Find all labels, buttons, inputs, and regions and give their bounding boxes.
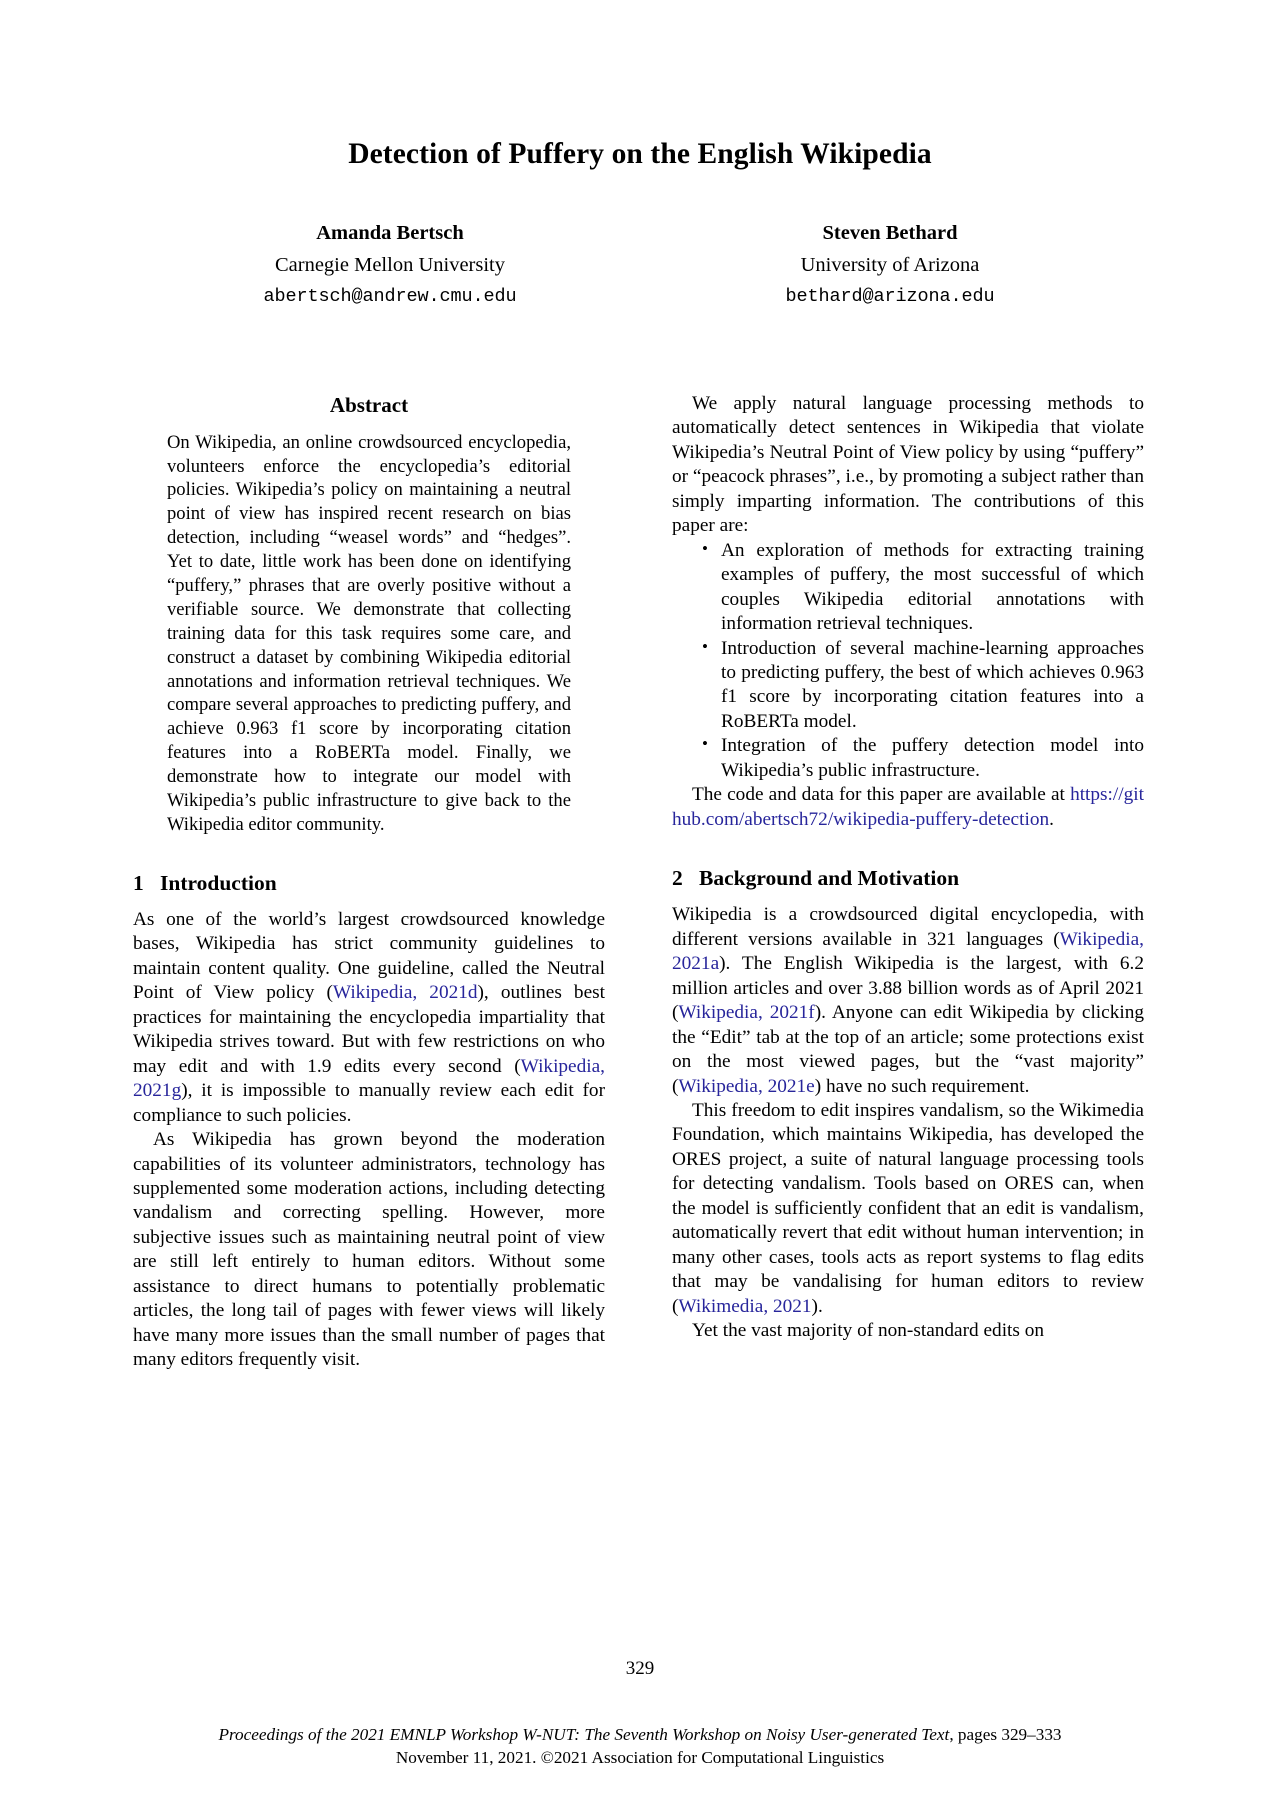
abstract-heading: Abstract bbox=[329, 393, 409, 417]
abstract-body bbox=[133, 431, 605, 837]
contributions-list bbox=[672, 539, 1144, 784]
section-1-paragraph-1 bbox=[133, 908, 605, 1128]
para-text: ). The English Wikipedia is the largest, with 6.2 million articles and over 3.88 billion words as of April 2021 ( bbox=[672, 953, 1144, 1024]
section-2-title: Background and Motivation bbox=[699, 866, 960, 891]
para-text: ) have no such requirement. bbox=[814, 1075, 1030, 1097]
right-paragraph-1: We apply natural language processing methods to automatically detect sentences in Wikipedia that violate Wikipedia’s Neutral Point of View policy by using “puffery” or “peacock phrases”, i.e., by promoting a subject rather than simply imparting information. The contributions of this paper are: bbox=[672, 393, 1144, 537]
citation-wikipedia-2021g[interactable]: Wikipedia, 2021g bbox=[133, 1055, 605, 1102]
left-column bbox=[133, 392, 605, 1373]
para-text: This freedom to edit inspires vandalism, so the Wikimedia Foundation, which maintains Wikipedia, has developed the ORES project, a suite of natural language processing tools for detecting vandalism. Tools based on ORES can, when the model is sufficiently confident that an edit is vandalism, automatically revert that edit without human intervention; in many other cases, tools acts as report systems to flag edits that may be vandalising for human editors to review ( bbox=[672, 1100, 1144, 1317]
author-2-affiliation: University of Arizona bbox=[800, 253, 980, 276]
section-1-title: Introduction bbox=[160, 870, 277, 895]
para-text: ), it is impossible to manually review each edit for compliance to such policies. bbox=[133, 1080, 605, 1126]
right-column bbox=[672, 392, 1144, 1344]
author-1-name: Amanda Bertsch bbox=[316, 222, 464, 244]
section-2-number: 2 bbox=[672, 866, 683, 891]
footer-pages: , pages 329–333 bbox=[949, 1725, 1062, 1744]
author-2-email: bethard@arizona.edu bbox=[785, 286, 995, 308]
para-text: ). Anyone can edit Wikipedia by clicking the “Edit” tab at the top of an article; some protections exist on the most viewed pages, but the “vast majority” ( bbox=[672, 1002, 1144, 1097]
footer-line-2: November 11, 2021. ©2021 Association for Computational Linguistics bbox=[395, 1748, 885, 1768]
proceedings-footer bbox=[0, 1723, 1280, 1769]
section-1-heading bbox=[133, 870, 605, 897]
list-item: • Integration of the puffery detection model into Wikipedia’s public infrastructure. bbox=[702, 734, 1144, 783]
author-block bbox=[140, 218, 1140, 312]
para-text: ), outlines best practices for maintaining the encyclopedia impartiality that Wikipedia strives toward. But with few restrictions on who may edit and with 1.9 edits every second ( bbox=[133, 982, 605, 1077]
author-2-name: Steven Bethard bbox=[822, 222, 958, 244]
page-title: Detection of Puffery on the English Wikipedia bbox=[348, 138, 932, 170]
github-repo-link[interactable]: https://github.com/abertsch72/wikipedia-puffery-detection bbox=[672, 784, 1144, 830]
availability-lead: The code and data for this paper are available at bbox=[692, 784, 1071, 806]
para-text: As one of the world’s largest crowdsourced knowledge bases, Wikipedia has strict community guidelines to maintain content quality. One guideline, called the Neutral Point of View policy ( bbox=[133, 909, 605, 1004]
para-text: Wikipedia is a crowdsourced digital encyclopedia, with different versions available in 321 languages ( bbox=[672, 904, 1144, 950]
citation-wikipedia-2021f[interactable]: Wikipedia, 2021f bbox=[678, 1002, 815, 1024]
citation-wikipedia-2021a[interactable]: Wikipedia, 2021a bbox=[672, 928, 1144, 975]
section-2-paragraph-3: Yet the vast majority of non-standard edits on bbox=[692, 1320, 1045, 1342]
page-number: 329 bbox=[625, 1658, 655, 1679]
section-2-paragraph-1 bbox=[672, 903, 1144, 1099]
availability-tail: . bbox=[1049, 808, 1054, 830]
footer-proceedings-title: Proceedings of the 2021 EMNLP Workshop W-NUT: The Seventh Workshop on Noisy User-generated Text bbox=[218, 1725, 950, 1744]
para-text: ). bbox=[811, 1295, 823, 1317]
list-item: • An exploration of methods for extracting training examples of puffery, the most successful of which couples Wikipedia editorial annotations with information retrieval techniques. bbox=[702, 539, 1144, 637]
author-1 bbox=[140, 218, 640, 312]
author-2 bbox=[640, 218, 1140, 312]
code-availability-paragraph bbox=[672, 783, 1144, 832]
citation-wikimedia-2021[interactable]: Wikimedia, 2021 bbox=[678, 1295, 812, 1317]
section-2-paragraph-2 bbox=[672, 1099, 1144, 1319]
citation-wikipedia-2021e[interactable]: Wikipedia, 2021e bbox=[678, 1075, 815, 1097]
section-1-number: 1 bbox=[133, 870, 144, 895]
footer-line-1 bbox=[0, 1723, 1280, 1746]
list-item: • Introduction of several machine-learning approaches to predicting puffery, the best of which achieves 0.963 f1 score by incorporating citation features into a RoBERTa model. bbox=[702, 637, 1144, 735]
citation-wikipedia-2021d[interactable]: Wikipedia, 2021d bbox=[332, 982, 478, 1004]
author-1-affiliation: Carnegie Mellon University bbox=[274, 253, 505, 276]
abstract-text: On Wikipedia, an online crowdsourced encyclopedia, volunteers enforce the encyclopedia’s editorial policies. Wikipedia’s policy on maintaining a neutral point of view has inspired recent research on bias detection, including “weasel words” and “hedges”. Yet to date, little work has been done on identifying “puffery,” phrases that are overly positive without a verifiable source. We demonstrate that collecting training data for this task requires some care, and construct a dataset by combining Wikipedia editorial annotations and information retrieval techniques. We compare several approaches to predicting puffery, and achieve 0.963 f1 score by incorporating citation features into a RoBERTa model. Finally, we demonstrate how to integrate our model with Wikipedia’s public infrastructure to give back to the Wikipedia editor community. bbox=[167, 431, 571, 835]
section-1-paragraph-2: As Wikipedia has grown beyond the moderation capabilities of its volunteer administrators, technology has supplemented some moderation actions, including detecting vandalism and correcting spelling. However, more subjective issues such as maintaining neutral point of view are still left entirely to human editors. Without some assistance to direct humans to potentially problematic articles, the long tail of pages with fewer views will likely have many more issues than the small number of pages that many editors frequently visit. bbox=[133, 1129, 605, 1371]
section-2-heading bbox=[672, 865, 1144, 892]
author-1-email: abertsch@andrew.cmu.edu bbox=[263, 286, 517, 308]
